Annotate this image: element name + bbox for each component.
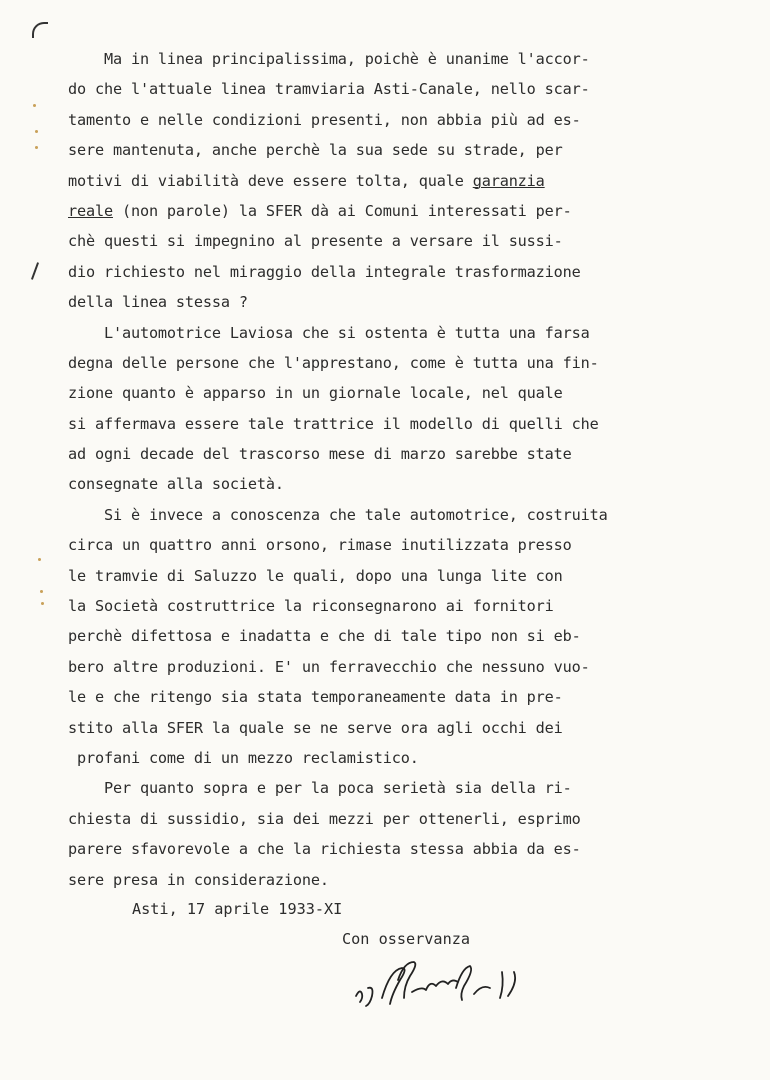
text-line: della linea stessa ? bbox=[68, 293, 248, 312]
text-line: Per quanto sopra e per la poca serietà sia della ri- bbox=[68, 779, 572, 798]
text-line: Si è invece a conoscenza che tale automotrice, costruita bbox=[68, 505, 608, 524]
punch-dot bbox=[38, 558, 41, 561]
underlined-text: reale bbox=[68, 201, 113, 220]
text-line: tamento e nelle condizioni presenti, non abbia più ad es- bbox=[68, 110, 581, 129]
punch-dot bbox=[33, 104, 36, 107]
punch-dot bbox=[40, 590, 43, 593]
place-date: Asti, 17 aprile 1933-XI bbox=[132, 900, 343, 918]
margin-mark bbox=[31, 262, 39, 280]
text-line: sere presa in considerazione. bbox=[68, 870, 329, 889]
text-line: sere mantenuta, anche perchè la sua sede su strade, per bbox=[68, 141, 563, 160]
text-line: chiesta di sussidio, sia dei mezzi per ottenerli, esprimo bbox=[68, 809, 581, 828]
text-line: perchè difettosa e inadatta e che di tale tipo non si eb- bbox=[68, 627, 581, 646]
punch-dot bbox=[35, 146, 38, 149]
salutation: Con osservanza bbox=[342, 930, 471, 948]
text-fragment: motivi di viabilità deve essere tolta, quale bbox=[68, 171, 473, 190]
text-fragment: (non parole) la SFER dà ai Comuni interessati per- bbox=[112, 201, 572, 220]
text-line bbox=[68, 166, 678, 196]
text-line: profani come di un mezzo reclamistico. bbox=[68, 748, 419, 767]
text-line: ad ogni decade del trascorso mese di marzo sarebbe state bbox=[68, 445, 572, 464]
text-line: chè questi si impegnino al presente a versare il sussi- bbox=[68, 232, 563, 251]
text-line: le tramvie di Saluzzo le quali, dopo una lunga lite con bbox=[68, 566, 563, 585]
text-line: zione quanto è apparso in un giornale locale, nel quale bbox=[68, 384, 563, 403]
text-line bbox=[68, 196, 678, 226]
text-line: Ma in linea principalissima, poichè è unanime l'accor- bbox=[68, 50, 590, 68]
text-line: L'automotrice Laviosa che si ostenta è tutta una farsa bbox=[68, 323, 590, 342]
handwritten-signature bbox=[352, 958, 537, 1012]
text-line: le e che ritengo sia stata temporaneamente data in pre- bbox=[68, 688, 563, 707]
text-line: si affermava essere tale trattrice il modello di quelli che bbox=[68, 414, 599, 433]
text-line: circa un quattro anni orsono, rimase inutilizzata presso bbox=[68, 536, 572, 555]
text-line: parere sfavorevole a che la richiesta stessa abbia da es- bbox=[68, 840, 581, 859]
punch-dot bbox=[35, 130, 38, 133]
underlined-text: garanzia bbox=[472, 171, 545, 190]
document-body bbox=[68, 44, 678, 895]
text-line: dio richiesto nel miraggio della integrale trasformazione bbox=[68, 262, 581, 281]
text-line: degna delle persone che l'apprestano, come è tutta una fin- bbox=[68, 353, 599, 372]
text-line: do che l'attuale linea tramviaria Asti-Canale, nello scar- bbox=[68, 80, 590, 99]
text-line: consegnate alla società. bbox=[68, 475, 284, 494]
text-line: bero altre produzioni. E' un ferravecchio che nessuno vuo- bbox=[68, 657, 590, 676]
text-line: la Società costruttrice la riconsegnarono ai fornitori bbox=[68, 597, 554, 616]
corner-mark bbox=[32, 22, 48, 38]
text-line: stito alla SFER la quale se ne serve ora agli occhi dei bbox=[68, 718, 563, 737]
punch-dot bbox=[41, 602, 44, 605]
